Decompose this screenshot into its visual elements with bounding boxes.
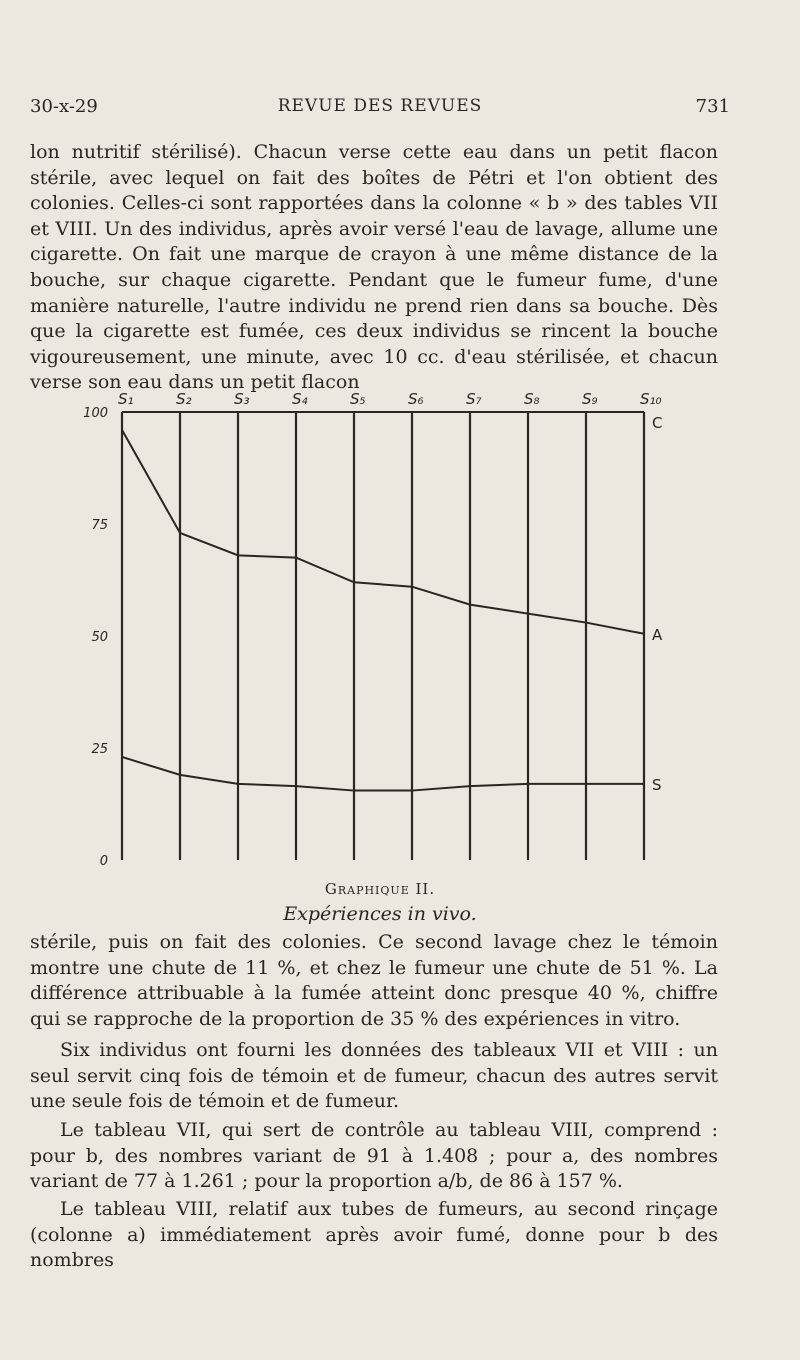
- x-tick-label-s10: S₁₀: [640, 390, 662, 408]
- x-tick-label-s2: S₂: [176, 390, 192, 408]
- series-line-a: [122, 430, 644, 634]
- header-title: REVUE DES REVUES: [277, 96, 483, 116]
- y-tick-label-75: 75: [91, 518, 108, 533]
- y-tick-label-25: 25: [91, 742, 108, 757]
- series-label-s: S: [652, 775, 662, 794]
- x-tick-label-s5: S₅: [350, 390, 366, 408]
- paragraph-1: lon nutritif stérilisé). Chacun verse cette eau dans un petit flacon stérile, avec lequel on fait des boîtes de Pétri et l'on obtient des colonies. Celles-ci sont rapportées dans la colonne « b » des tables VII et VIII. Un des individus, après avoir versé l'eau de lavage, allume une cigarette. On fait une marque de crayon à une même distance de la bouche, sur chaque cigarette. Pendant que le fumeur fume, d'une manière naturelle, l'autre individu ne prend rien dans sa bouche. Dès que la cigarette est fumée, ces deux individus se rincent la bouche vigoureusement, une minute, avec 10 cc. d'eau stérilisée, et chacun verse son eau dans un petit flacon: [30, 141, 718, 394]
- series-label-c: C: [652, 414, 663, 432]
- y-tick-label-0: 0: [99, 854, 108, 869]
- series-label-a: A: [652, 625, 663, 644]
- x-tick-label-s6: S₆: [408, 390, 424, 408]
- running-header: [30, 96, 730, 126]
- graph-ii: [70, 380, 690, 880]
- y-tick-label-50: 50: [91, 630, 108, 645]
- header-date: 30-x-29: [30, 96, 98, 117]
- x-tick-label-s8: S₈: [524, 390, 540, 408]
- paragraph-2: stérile, puis on fait des colonies. Ce second lavage chez le témoin montre une chute de 11 %, et chez le fumeur une chute de 51 %. La différence attribuable à la fumée atteint donc presque 40 %, chiffre qui se rapproche de la proportion de 35 % des expériences in vitro.: [30, 931, 718, 1030]
- paragraph-5: Le tableau VIII, relatif aux tubes de fumeurs, au second rinçage (colonne a) immédiatement après avoir fumé, donne pour b des nombres: [30, 1198, 718, 1272]
- x-tick-label-s3: S₃: [234, 390, 250, 408]
- paragraph-4: Le tableau VII, qui sert de contrôle au tableau VIII, comprend : pour b, des nombres variant de 91 à 1.408 ; pour a, des nombres variant de 77 à 1.261 ; pour la proportion a/b, de 86 à 157 %.: [30, 1119, 718, 1193]
- x-tick-label-s7: S₇: [466, 390, 482, 408]
- y-tick-label-100: 100: [83, 406, 108, 421]
- paragraph-3: Six individus ont fourni les données des tableaux VII et VIII : un seul servit cinq fois de témoin et de fumeur, chacun des autres servit une seule fois de témoin et de fumeur.: [30, 1039, 718, 1113]
- x-tick-label-s4: S₄: [292, 390, 308, 408]
- x-tick-label-s1: S₁: [118, 390, 134, 408]
- series-line-s: [122, 757, 644, 791]
- x-tick-label-s9: S₉: [582, 390, 598, 408]
- page-number: 731: [695, 96, 730, 117]
- figure-caption-subtitle: Expériences in vivo.: [283, 903, 477, 925]
- figure-caption-title: Graphique II.: [324, 880, 436, 898]
